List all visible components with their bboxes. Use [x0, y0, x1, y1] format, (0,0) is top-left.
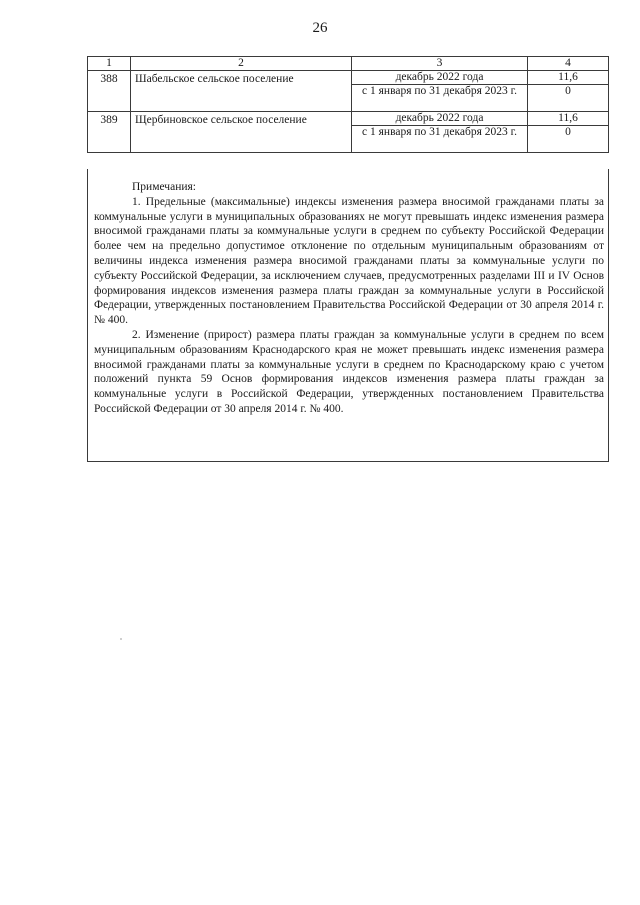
table-row: [88, 112, 609, 126]
page-number: 26: [312, 20, 328, 36]
table-row: [88, 71, 609, 85]
note-item: 1. Предельные (максимальные) индексы изменения размера вносимой гражданами платы за коммунальные услуги в муниципальных образованиях не могут превышать индекс изменения размера вносимой гражданами платы за коммунальные услуги в среднем по субъекту Российской Федерации более чем на предельно допустимое отклонение по отдельным муниципальным образованиям от величины индекса изменения размера вносимой гражданами платы за коммунальные услуги по субъекту Российской Федерации, за исключением случаев, предусмотренных разделами III и IV Основ формирования индексов изменения размера платы граждан за коммунальные услуги в Российской Федерации, утвержденных постановлением Правительства Российской Федерации от 30 апреля 2014 г. № 400.: [94, 195, 604, 327]
index-value: 0: [528, 126, 609, 153]
column-header: 2: [131, 57, 352, 71]
index-value: 0: [528, 85, 609, 112]
period-cell: декабрь 2022 года: [352, 71, 528, 85]
column-header: 4: [528, 57, 609, 71]
municipality-name: Шабельское сельское поселение: [131, 71, 352, 112]
index-value: 11,6: [528, 71, 609, 85]
period-cell: с 1 января по 31 декабря 2023 г.: [352, 126, 528, 153]
period-cell: декабрь 2022 года: [352, 112, 528, 126]
row-number: 389: [88, 112, 131, 153]
index-value: 11,6: [528, 112, 609, 126]
note-item: 2. Изменение (прирост) размера платы граждан за коммунальные услуги в среднем по всем муниципальным образованиям Краснодарского края не может превышать индекс изменения размера вносимой гражданами платы за коммунальные услуги в среднем по Краснодарскому краю с учетом положений пункта 59 Основ формирования индексов изменения размера платы граждан за коммунальные услуги в Российской Федерации, утвержденных постановлением Правительства Российской Федерации от 30 апреля 2014 г. № 400.: [94, 328, 604, 415]
indices-table: [87, 56, 609, 153]
notes-title: Примечания:: [132, 181, 196, 193]
notes-section: [94, 180, 604, 417]
row-number: 388: [88, 71, 131, 112]
table-header-row: [88, 57, 609, 71]
column-header: 3: [352, 57, 528, 71]
column-header: 1: [88, 57, 131, 71]
period-cell: с 1 января по 31 декабря 2023 г.: [352, 85, 528, 112]
scan-speck: [120, 638, 122, 640]
municipality-name: Щербиновское сельское поселение: [131, 112, 352, 153]
